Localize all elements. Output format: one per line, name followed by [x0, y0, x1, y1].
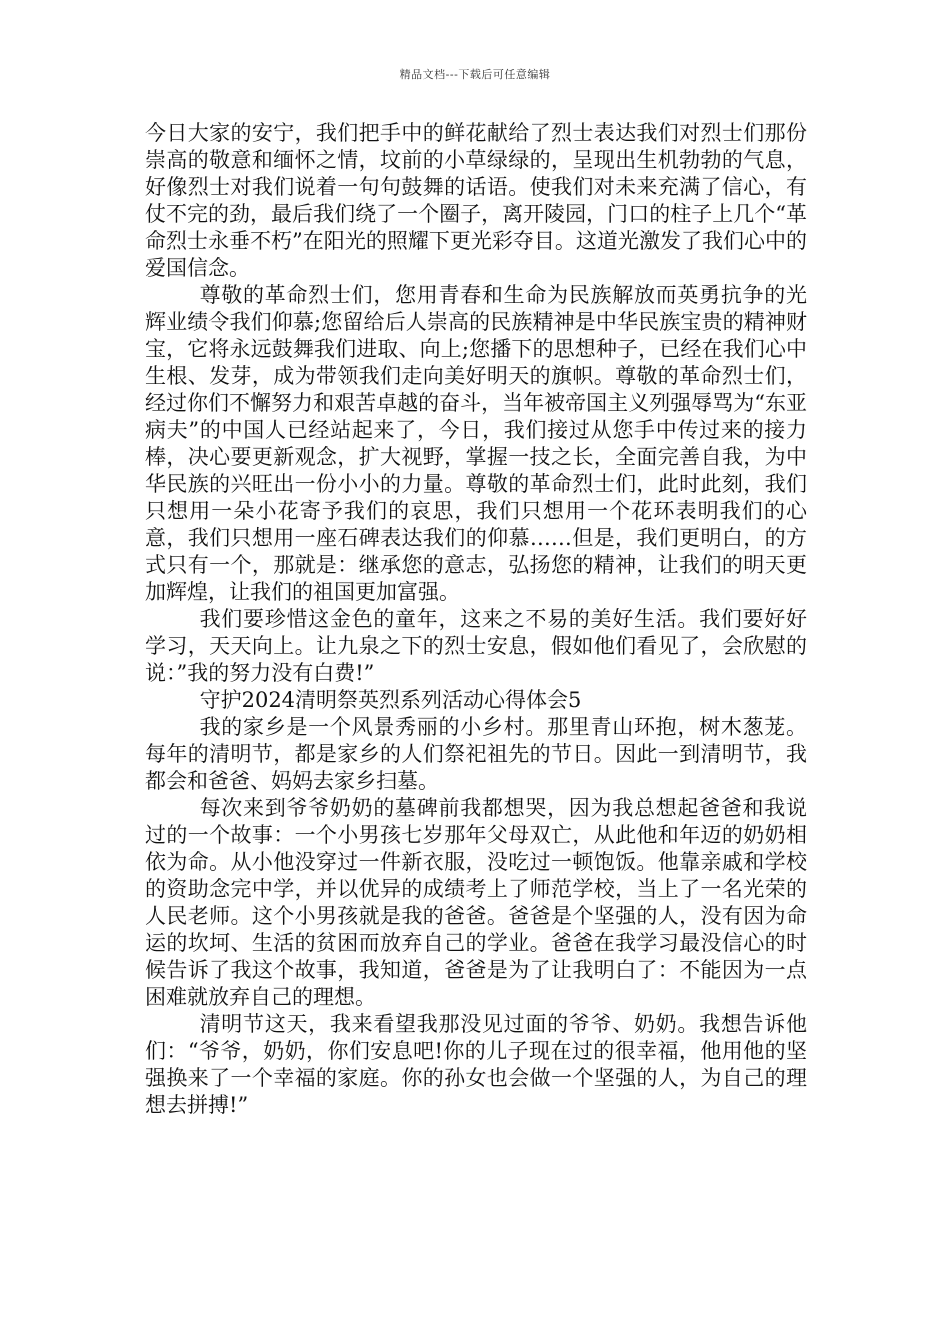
paragraph: 我的家乡是一个风景秀丽的小乡村。那里青山环抱，树木葱茏。每年的清明节，都是家乡的人们祭祀祖先的节日。因此一到清明节，我都会和爸爸、妈妈去家乡扫墓。	[145, 715, 807, 793]
section-heading: 守护2024清明祭英烈系列活动心得体会5	[199, 688, 582, 712]
page-header	[0, 66, 950, 82]
paragraph: 今日大家的安宁，我们把手中的鲜花献给了烈士表达我们对烈士们那份崇高的敬意和缅怀之情，坟前的小草绿绿的，呈现出生机勃勃的气息，好像烈士对我们说着一句句鼓舞的话语。使我们对未来充满了信心，有仗不完的劲，最后我们绕了一个圈子，离开陵园，门口的柱子上几个“革命烈士永垂不朽”在阳光的照耀下更光彩夺目。这道光激发了我们心中的爱国信念。	[145, 121, 807, 280]
paragraph: 每次来到爷爷奶奶的墓碑前我都想哭，因为我总想起爸爸和我说过的一个故事：一个小男孩七岁那年父母双亡，从此他和年迈的奶奶相依为命。从小他没穿过一件新衣服，没吃过一顿饱饭。他靠亲戚和学校的资助念完中学，并以优异的成绩考上了师范学校，当上了一名光荣的人民老师。这个小男孩就是我的爸爸。爸爸是个坚强的人，没有因为命运的坎坷、生活的贫困而放弃自己的学业。爸爸在我学习最没信心的时候告诉了我这个故事，我知道，爸爸是为了让我明白了：不能因为一点困难就放弃自己的理想。	[145, 796, 807, 1009]
header-text: 精品文档---下载后可任意编辑	[399, 68, 551, 81]
paragraph: 清明节这天，我来看望我那没见过面的爷爷、奶奶。我想告诉他们：“爷爷，奶奶，你们安息吧!你的儿子现在过的很幸福，他用他的坚强换来了一个幸福的家庭。你的孙女也会做一个坚强的人，为自己的理想去拼搏!”	[145, 1012, 807, 1117]
paragraph: 尊敬的革命烈士们，您用青春和生命为民族解放而英勇抗争的光辉业绩令我们仰慕;您留给后人崇高的民族精神是中华民族宝贵的精神财宝，它将永远鼓舞我们进取、向上;您播下的思想种子，已经在我们心中生根、发芽，成为带领我们走向美好明天的旗帜。尊敬的革命烈士们，经过你们不懈努力和艰苦卓越的奋斗，当年被帝国主义列强辱骂为“东亚病夫”的中国人已经站起来了，今日，我们接过从您手中传过来的接力棒，决心要更新观念，扩大视野，掌握一技之长，全面完善自我，为中华民族的兴旺出一份小小的力量。尊敬的革命烈士们，此时此刻，我们只想用一朵小花寄予我们的哀思，我们只想用一个花环表明我们的心意，我们只想用一座石碑表达我们的仰慕……但是，我们更明白，的方式只有一个，那就是：继承您的意志，弘扬您的精神，让我们的明天更加辉煌，让我们的祖国更加富强。	[145, 283, 807, 604]
document-body	[145, 120, 807, 1119]
paragraph: 我们要珍惜这金色的童年，这来之不易的美好生活。我们要好好学习，天天向上。让九泉之下的烈士安息，假如他们看见了，会欣慰的说：”我的努力没有白费!”	[145, 607, 807, 685]
